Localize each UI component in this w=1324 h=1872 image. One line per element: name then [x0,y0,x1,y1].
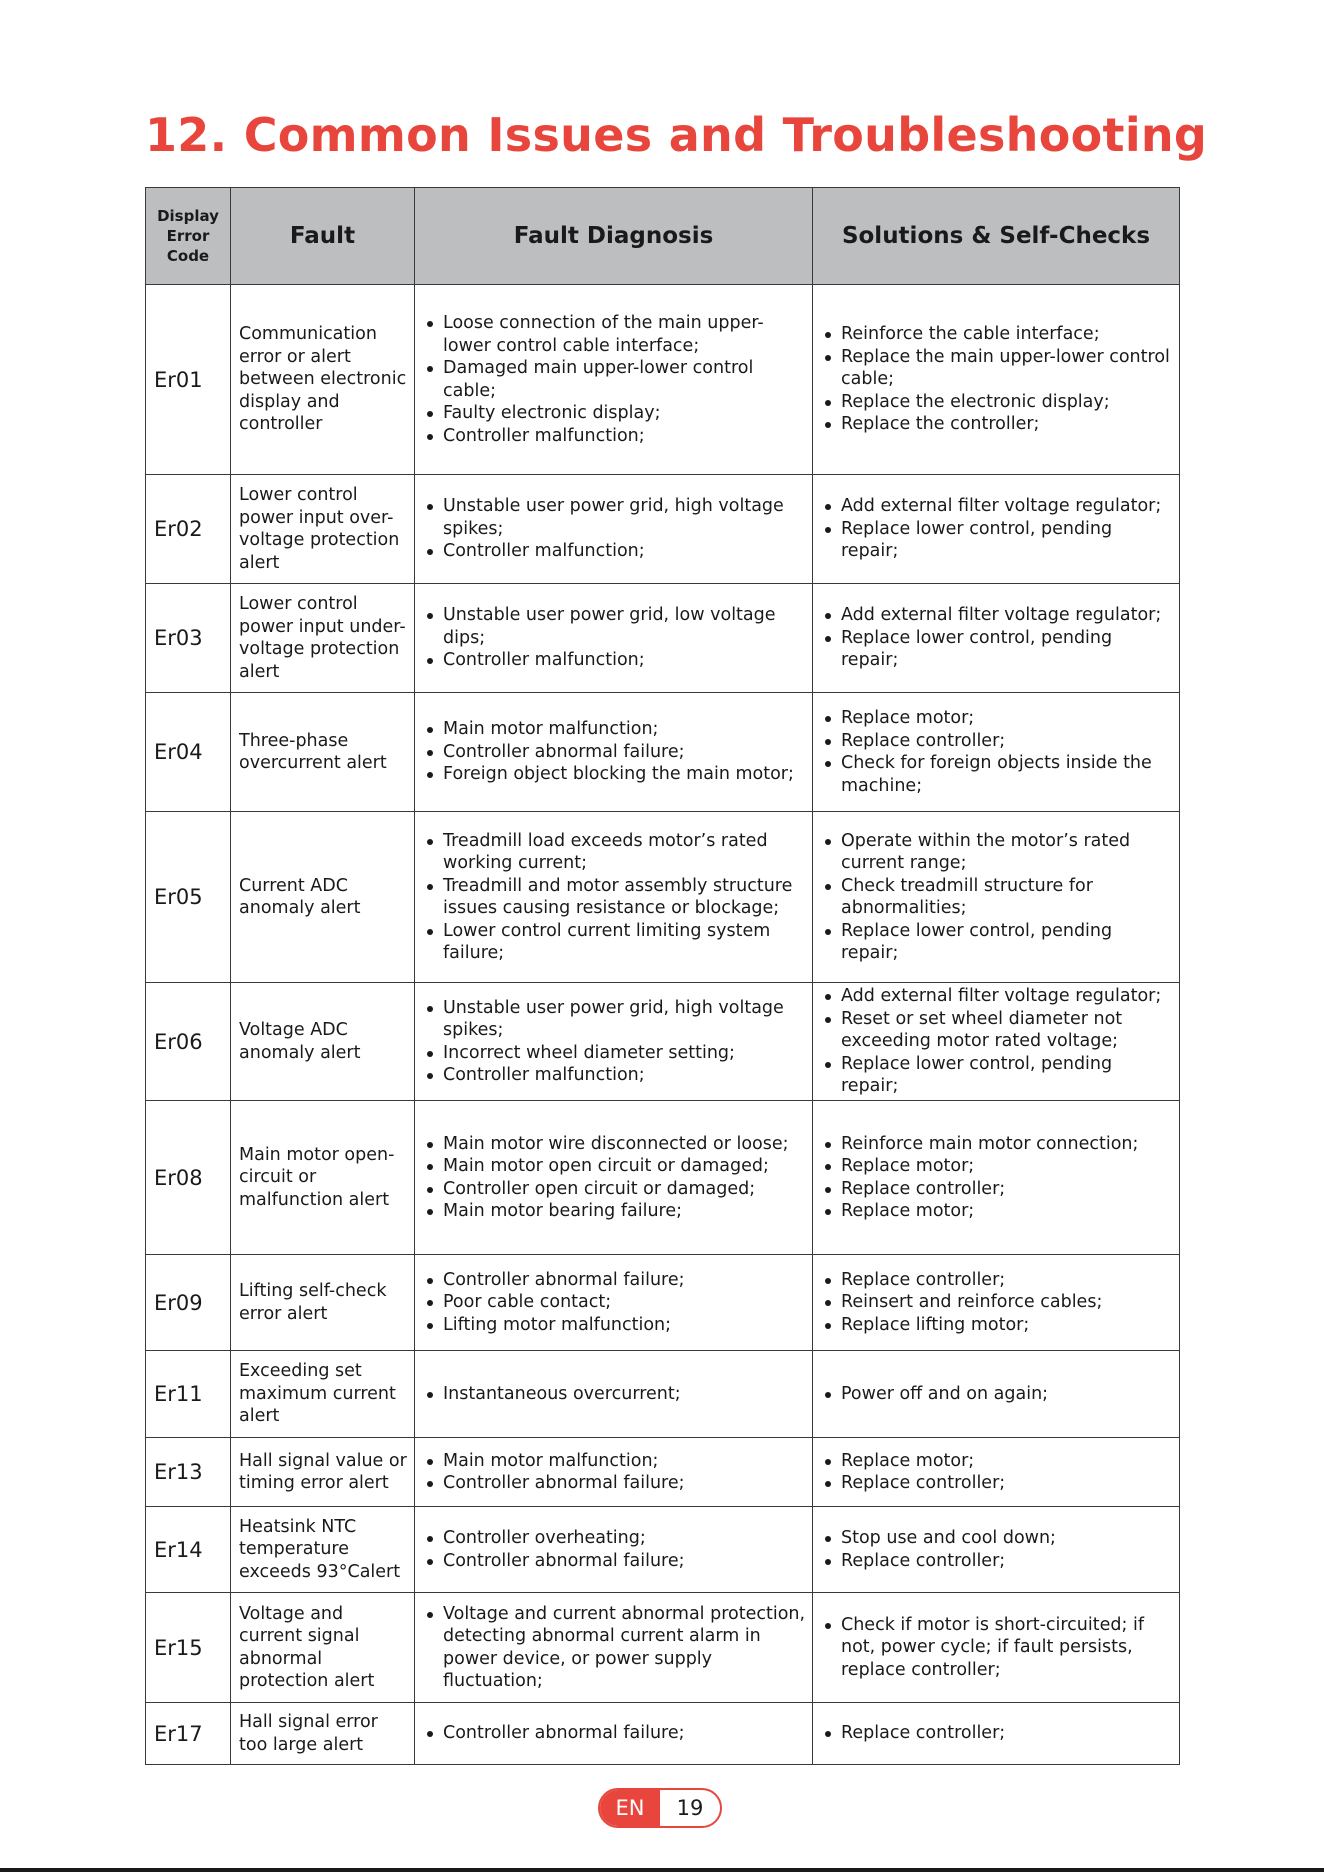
solutions-list [823,1450,1173,1495]
solutions-list [823,707,1173,797]
solution-item: Replace motor; [823,707,1173,730]
page-number: 19 [676,1796,704,1820]
error-code: Er06 [146,983,231,1101]
solutions-list [823,830,1173,965]
header-code-line: Error [166,227,210,245]
solutions-list [823,604,1173,672]
diagnosis-item: Voltage and current abnormal protection, detecting abnormal current alarm in power device, or power supply fluctuation; [425,1603,806,1693]
troubleshooting-table [145,187,1180,1765]
diagnosis-item: Controller open circuit or damaged; [425,1178,806,1201]
table-body [146,285,1180,1765]
diagnosis-list [425,997,806,1087]
solution-item: Check if motor is short-circuited; if not, power cycle; if fault persists, replace controller; [823,1614,1173,1682]
error-code: Er01 [146,285,231,475]
solutions-list [823,495,1173,563]
diagnosis-item: Controller malfunction; [425,540,806,563]
diagnosis-list [425,1603,806,1693]
solution-item: Stop use and cool down; [823,1527,1173,1550]
diagnosis-cell [415,1507,813,1593]
solution-item: Reinforce the cable interface; [823,323,1173,346]
solutions-cell [813,285,1180,475]
solution-item: Reinsert and reinforce cables; [823,1291,1173,1314]
solution-item: Check treadmill structure for abnormalities; [823,875,1173,920]
fault-description: Communication error or alert between electronic display and controller [231,285,415,475]
fault-description: Hall signal error too large alert [231,1703,415,1765]
diagnosis-cell [415,1438,813,1507]
bottom-rule [0,1868,1324,1872]
diagnosis-cell [415,475,813,584]
solution-item: Replace controller; [823,1550,1173,1573]
error-code: Er15 [146,1593,231,1703]
header-code-line: Display [157,207,219,225]
table-header-row [146,188,1180,285]
diagnosis-item: Main motor malfunction; [425,718,806,741]
page-title: 12. Common Issues and Troubleshooting [145,108,1208,162]
diagnosis-cell [415,1703,813,1765]
error-code: Er09 [146,1255,231,1351]
table-row [146,285,1180,475]
diagnosis-cell [415,1593,813,1703]
diagnosis-cell [415,1101,813,1255]
solutions-cell [813,1703,1180,1765]
header-fault: Fault [231,188,415,285]
diagnosis-item: Main motor bearing failure; [425,1200,806,1223]
table-row [146,1703,1180,1765]
error-code: Er04 [146,693,231,812]
diagnosis-cell [415,1255,813,1351]
solutions-list [823,1383,1173,1406]
diagnosis-list [425,1450,806,1495]
diagnosis-item: Foreign object blocking the main motor; [425,763,806,786]
fault-description: Main motor open-circuit or malfunction alert [231,1101,415,1255]
diagnosis-item: Main motor open circuit or damaged; [425,1155,806,1178]
diagnosis-list [425,604,806,672]
error-code: Er13 [146,1438,231,1507]
solutions-list [823,1269,1173,1337]
solutions-list [823,1722,1173,1745]
solution-item: Replace controller; [823,1269,1173,1292]
table-row [146,1507,1180,1593]
table-row [146,584,1180,693]
solution-item: Replace motor; [823,1200,1173,1223]
solution-item: Power off and on again; [823,1383,1173,1406]
table-row [146,1101,1180,1255]
diagnosis-cell [415,812,813,983]
solution-item: Replace the controller; [823,413,1173,436]
diagnosis-cell [415,983,813,1101]
solutions-cell [813,584,1180,693]
solution-item: Replace the main upper-lower control cable; [823,346,1173,391]
solution-item: Check for foreign objects inside the machine; [823,752,1173,797]
diagnosis-list [425,1383,806,1406]
header-display-error-code [146,188,231,285]
diagnosis-item: Controller abnormal failure; [425,1472,806,1495]
fault-description: Exceeding set maximum current alert [231,1351,415,1438]
diagnosis-item: Unstable user power grid, high voltage spikes; [425,495,806,540]
solution-item: Add external filter voltage regulator; [823,985,1173,1008]
diagnosis-cell [415,584,813,693]
error-code: Er17 [146,1703,231,1765]
diagnosis-item: Incorrect wheel diameter setting; [425,1042,806,1065]
fault-description: Current ADC anomaly alert [231,812,415,983]
solution-item: Replace controller; [823,1472,1173,1495]
fault-description: Heatsink NTC temperature exceeds 93°Calert [231,1507,415,1593]
solutions-list [823,985,1173,1098]
solutions-list [823,1614,1173,1682]
header-solutions: Solutions & Self-Checks [813,188,1180,285]
solution-item: Operate within the motor’s rated current range; [823,830,1173,875]
header-fault-diagnosis: Fault Diagnosis [415,188,813,285]
solution-item: Reset or set wheel diameter not exceeding motor rated voltage; [823,1008,1173,1053]
diagnosis-cell [415,285,813,475]
diagnosis-item: Unstable user power grid, high voltage spikes; [425,997,806,1042]
error-code: Er03 [146,584,231,693]
error-code: Er02 [146,475,231,584]
solutions-cell [813,1438,1180,1507]
diagnosis-item: Controller malfunction; [425,425,806,448]
diagnosis-item: Treadmill and motor assembly structure issues causing resistance or blockage; [425,875,806,920]
diagnosis-item: Faulty electronic display; [425,402,806,425]
solution-item: Reinforce main motor connection; [823,1133,1173,1156]
diagnosis-list [425,830,806,965]
diagnosis-item: Main motor wire disconnected or loose; [425,1133,806,1156]
diagnosis-item: Controller overheating; [425,1527,806,1550]
solution-item: Replace lower control, pending repair; [823,518,1173,563]
solution-item: Add external filter voltage regulator; [823,495,1173,518]
solutions-cell [813,475,1180,584]
diagnosis-item: Controller abnormal failure; [425,1269,806,1292]
solutions-list [823,323,1173,436]
table-row [146,693,1180,812]
solutions-cell [813,1593,1180,1703]
diagnosis-item: Loose connection of the main upper-lower control cable interface; [425,312,806,357]
diagnosis-item: Unstable user power grid, low voltage dips; [425,604,806,649]
solutions-cell [813,1351,1180,1438]
diagnosis-item: Controller abnormal failure; [425,1550,806,1573]
diagnosis-item: Damaged main upper-lower control cable; [425,357,806,402]
solution-item: Replace controller; [823,1178,1173,1201]
diagnosis-cell [415,1351,813,1438]
solution-item: Replace controller; [823,1722,1173,1745]
solutions-list [823,1133,1173,1223]
error-code: Er14 [146,1507,231,1593]
diagnosis-item: Lower control current limiting system failure; [425,920,806,965]
solution-item: Replace motor; [823,1155,1173,1178]
diagnosis-item: Controller malfunction; [425,1064,806,1087]
solution-item: Replace controller; [823,730,1173,753]
diagnosis-list [425,1133,806,1223]
error-code: Er11 [146,1351,231,1438]
diagnosis-item: Controller abnormal failure; [425,741,806,764]
fault-description: Lifting self-check error alert [231,1255,415,1351]
fault-description: Lower control power input over-voltage protection alert [231,475,415,584]
solution-item: Replace lifting motor; [823,1314,1173,1337]
solution-item: Replace motor; [823,1450,1173,1473]
error-code: Er05 [146,812,231,983]
table-row [146,812,1180,983]
diagnosis-item: Main motor malfunction; [425,1450,806,1473]
table-row [146,983,1180,1101]
diagnosis-list [425,1269,806,1337]
table-row [146,1438,1180,1507]
solutions-cell [813,1507,1180,1593]
table-row [146,1593,1180,1703]
header-code-line: Code [166,247,210,265]
fault-description: Voltage ADC anomaly alert [231,983,415,1101]
solutions-list [823,1527,1173,1572]
error-code: Er08 [146,1101,231,1255]
diagnosis-list [425,1722,806,1745]
fault-description: Hall signal value or timing error alert [231,1438,415,1507]
solutions-cell [813,1101,1180,1255]
diagnosis-list [425,718,806,786]
solution-item: Replace the electronic display; [823,391,1173,414]
solution-item: Replace lower control, pending repair; [823,627,1173,672]
solutions-cell [813,812,1180,983]
language-badge: EN [600,1790,660,1826]
table-row [146,475,1180,584]
diagnosis-item: Controller malfunction; [425,649,806,672]
fault-description: Voltage and current signal abnormal protection alert [231,1593,415,1703]
solutions-cell [813,1255,1180,1351]
page-indicator [598,1788,722,1828]
fault-description: Three-phase overcurrent alert [231,693,415,812]
solution-item: Replace lower control, pending repair; [823,920,1173,965]
diagnosis-item: Lifting motor malfunction; [425,1314,806,1337]
diagnosis-list [425,495,806,563]
solution-item: Replace lower control, pending repair; [823,1053,1173,1098]
solutions-cell [813,693,1180,812]
diagnosis-item: Controller abnormal failure; [425,1722,806,1745]
diagnosis-cell [415,693,813,812]
diagnosis-item: Treadmill load exceeds motor’s rated working current; [425,830,806,875]
table-row [146,1351,1180,1438]
diagnosis-list [425,312,806,447]
solutions-cell [813,983,1180,1101]
diagnosis-item: Instantaneous overcurrent; [425,1383,806,1406]
solution-item: Add external filter voltage regulator; [823,604,1173,627]
diagnosis-item: Poor cable contact; [425,1291,806,1314]
fault-description: Lower control power input under-voltage protection alert [231,584,415,693]
table-row [146,1255,1180,1351]
diagnosis-list [425,1527,806,1572]
